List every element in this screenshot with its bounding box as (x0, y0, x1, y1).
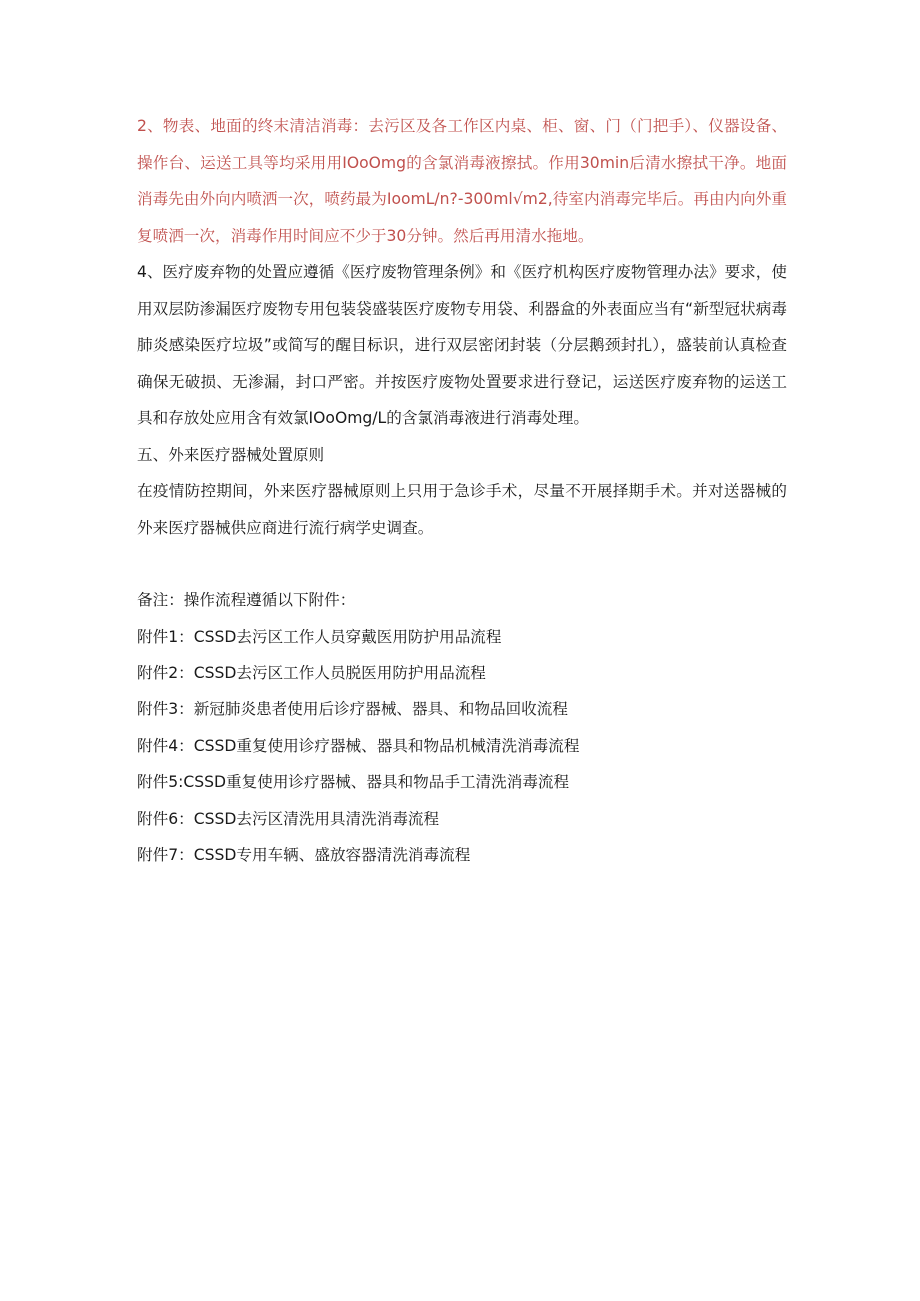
blank-line (137, 546, 787, 582)
attachment-item-5: 附件5:CSSD重复使用诊疗器械、器具和物品手工清洗消毒流程 (137, 773, 570, 792)
attachment-item-2: 附件2：CSSD去污区工作人员脱医用防护用品流程 (137, 663, 486, 682)
paragraph-terminal-cleaning: 2、物表、地面的终末清洁消毒：去污区及各工作区内桌、柜、窗、门（门把手）、仪器设备、操作台、运送工具等均采用用IOoOmg的含氯消毒液擦拭。作用30min后清水擦拭干净。地面消毒先由外向内喷洒一次，喷药最为IoomL/n?-300ml√m2,待室内消毒完毕后。再由内向外重复喷洒一次，消毒作用时间应不少于30分钟。然后再用清水拖地。 (137, 117, 787, 245)
attachment-item-4: 附件4：CSSD重复使用诊疗器械、器具和物品机械清洗消毒流程 (137, 736, 580, 755)
document-body (137, 108, 787, 873)
attachment-list (137, 619, 787, 874)
paragraph-medical-waste: 4、医疗废弃物的处置应遵循《医疗废物管理条例》和《医疗机构医疗废物管理办法》要求，使用双层防渗漏医疗废物专用包装袋盛装医疗废物专用袋、利器盒的外表面应当有“新型冠状病毒肺炎感染医疗垃圾”或简写的醒目标识，进行双层密闭封装（分层鹅颈封扎），盛装前认真检查确保无破损、无渗漏，封口严密。并按医疗废物处置要求进行登记，运送医疗废弃物的运送工具和存放处应用含有效氯IOoOmg/L的含氯消毒液进行消毒处理。 (137, 263, 787, 427)
attachment-item-1: 附件1：CSSD去污区工作人员穿戴医用防护用品流程 (137, 627, 502, 646)
attachment-item-6: 附件6：CSSD去污区清洗用具清洗消毒流程 (137, 809, 440, 828)
remarks-intro: 备注：操作流程遵循以下附件： (137, 591, 356, 609)
section-heading-external-instruments: 五、外来医疗器械处置原则 (137, 445, 325, 464)
paragraph-external-instruments: 在疫情防控期间，外来医疗器械原则上只用于急诊手术，尽量不开展择期手术。并对送器械的外来医疗器械供应商进行流行病学史调查。 (137, 482, 787, 537)
attachment-item-3: 附件3：新冠肺炎患者使用后诊疗器械、器具、和物品回收流程 (137, 700, 568, 719)
attachment-item-7: 附件7：CSSD专用车辆、盛放容器清洗消毒流程 (137, 845, 471, 864)
